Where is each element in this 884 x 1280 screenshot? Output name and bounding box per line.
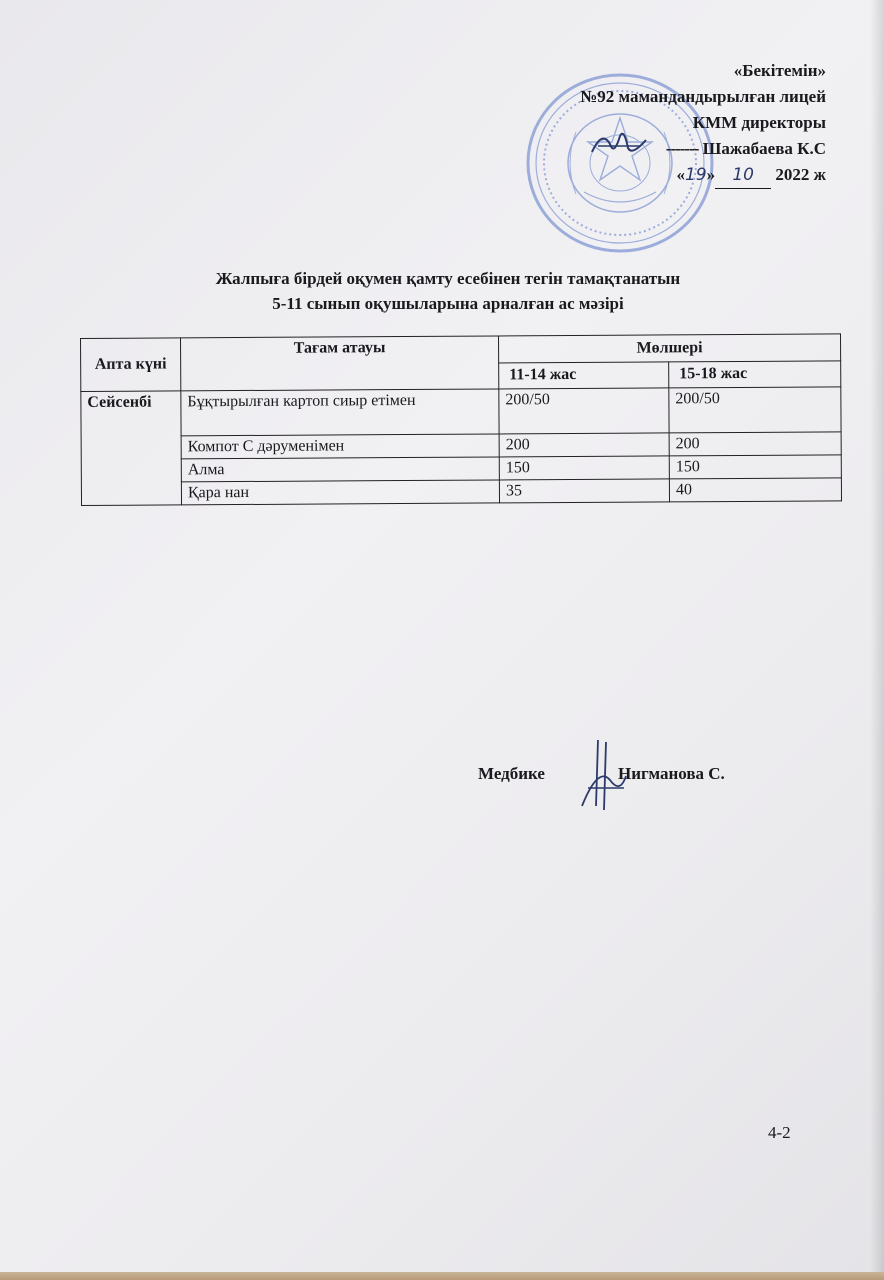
dish-cell: Алма	[181, 457, 499, 482]
page-title	[60, 266, 836, 316]
qty-11-14-cell: 150	[499, 456, 669, 480]
nurse-name: Нигманова С.	[618, 764, 725, 783]
header-age-15-18: 15-18 жас	[669, 360, 841, 388]
dish-cell: Бұқтырылған картоп сиыр етімен	[181, 389, 499, 436]
dish-cell: Қара нан	[181, 480, 499, 505]
menu-table	[80, 333, 842, 506]
header-dish: Тағам атауы	[181, 336, 499, 391]
qty-15-18-cell: 40	[669, 478, 841, 502]
date-year: 2022 ж	[775, 165, 826, 184]
desk-surface	[0, 1272, 884, 1280]
footer-signature-block	[478, 764, 725, 784]
qty-15-18-cell: 200	[669, 432, 841, 456]
table-row	[81, 387, 841, 437]
approval-block	[580, 58, 826, 189]
qty-15-18-cell: 200/50	[669, 387, 841, 433]
nurse-role: Медбике	[478, 764, 545, 783]
table-row	[81, 478, 841, 506]
header-quantity: Мөлшері	[498, 334, 840, 363]
qty-11-14-cell: 35	[499, 479, 669, 503]
date-close-quote: »	[706, 165, 716, 184]
director-signature-line	[580, 136, 826, 162]
date-month: 10	[715, 162, 771, 189]
title-line-2: 5-11 сынып оқушыларына арналған ас мәзірі	[272, 294, 624, 313]
header-age-11-14: 11-14 жас	[499, 361, 669, 389]
director-title: КММ директоры	[692, 113, 826, 132]
page-number: 4-2	[768, 1123, 791, 1142]
qty-11-14-cell: 200	[499, 433, 669, 457]
approval-date	[580, 162, 826, 189]
page-shadow	[870, 0, 884, 1280]
approval-heading: «Бекітемін»	[733, 61, 826, 80]
title-line-1: Жалпыға бірдей оқумен қамту есебінен тегін тамақтанатын	[215, 269, 681, 288]
qty-15-18-cell: 150	[669, 455, 841, 479]
day-cell: Сейсенбі	[81, 391, 182, 506]
school-name: №92 мамандандырылған лицей	[580, 87, 826, 106]
signature-dashes: -------	[665, 139, 699, 158]
dish-cell: Компот С дәруменімен	[181, 434, 499, 459]
date-open-quote: «	[676, 165, 686, 184]
header-day: Апта күні	[81, 338, 181, 392]
qty-11-14-cell: 200/50	[499, 388, 669, 434]
date-day: 19	[685, 165, 707, 185]
director-name: Шажабаева К.С	[702, 139, 826, 158]
